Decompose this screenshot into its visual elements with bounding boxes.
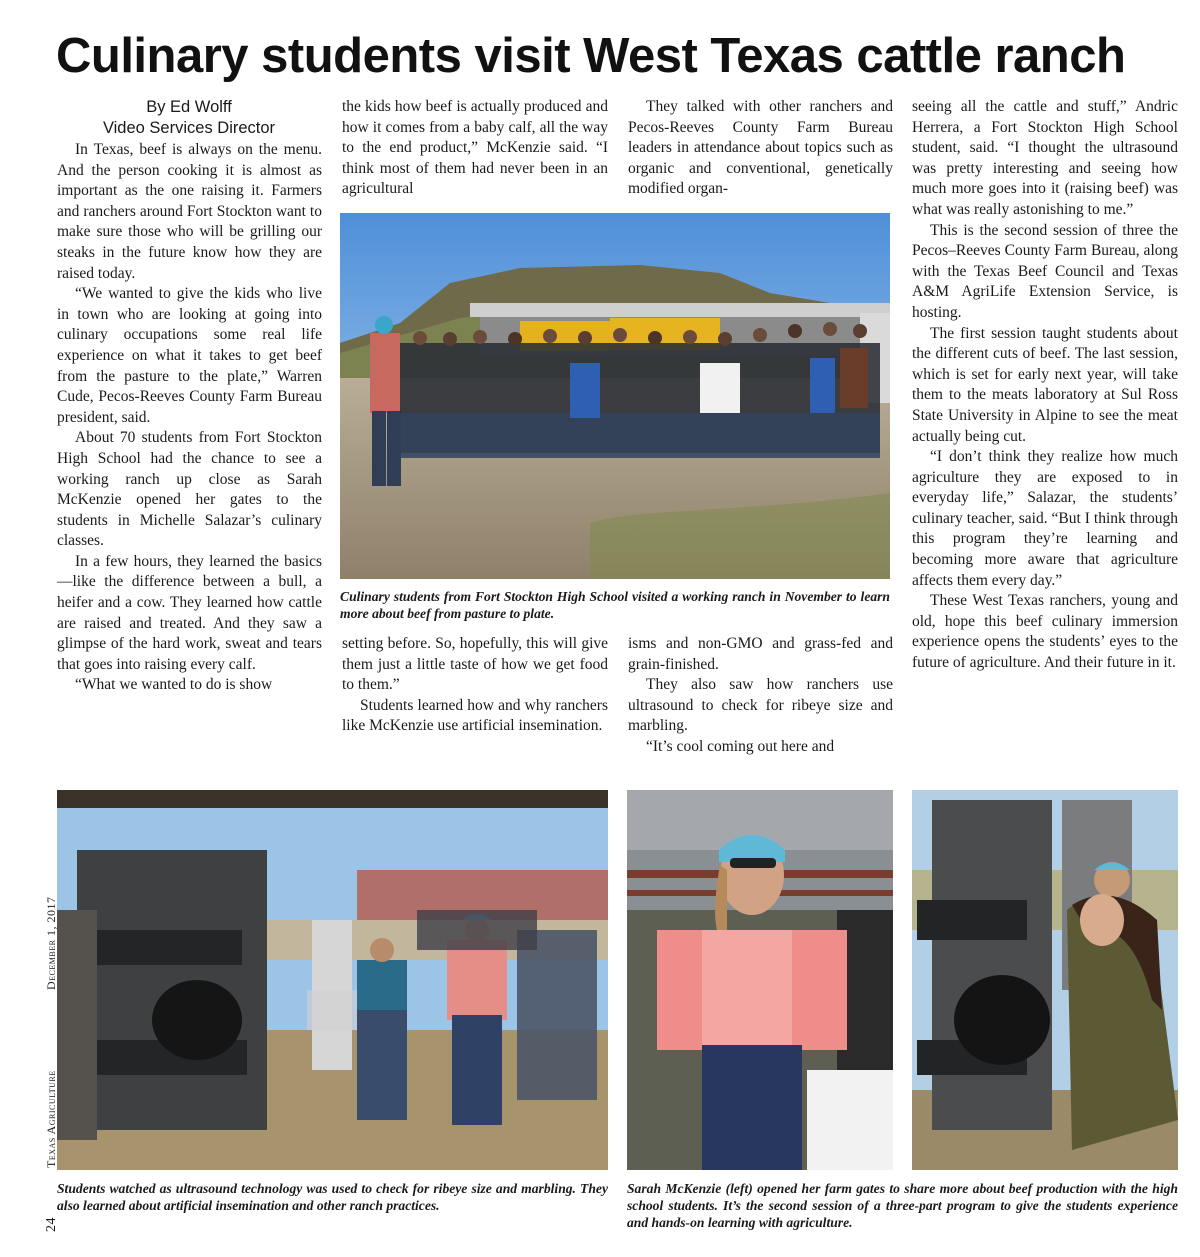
page-number: 24 [44,1217,59,1232]
main-photo [340,213,890,579]
paragraph: isms and non-GMO and grass-fed and grain-finished. [628,635,893,673]
photo-speaker-portrait [627,790,893,1170]
bottom-middle-photo [627,790,893,1170]
paragraph: “I don’t think they realize how much agriculture they are exposed to in everyday life,” Salazar, the students’ culinary teacher, said. “But I think through this program they’re learning and becoming more aware that agriculture affects them every day.” [912,448,1178,589]
article-column-3-bottom [628,634,893,758]
paragraph: “We wanted to give the kids who live in town who are looking at going into culinary occupations some real life experience on what it takes to get beef from the pasture to the plate,” Warren Cude, Pecos-Reeves County Farm Bureau president, said. [57,285,322,426]
article-column-1 [57,140,322,696]
paragraph: In Texas, beef is always on the menu. And the person cooking it is almost as important as the one raising it. Farmers and ranchers around Fort Stockton want to make sure those who will be grilling our steaks in the future know how they are raised today. [57,141,322,282]
byline-role: Video Services Director [102,119,276,137]
paragraph: They talked with other ranchers and Pecos-Reeves County Farm Bureau leaders in attendance about topics such as organic and conventional, genetically modified organ- [628,98,893,198]
issue-date: December 1, 2017 [44,896,58,990]
paragraph: This is the second session of three the Pecos–Reeves County Farm Bureau, along with the Texas Beef Council and Texas A&M AgriLife Extension Service, is hosting. [912,221,1178,321]
paragraph: These West Texas ranchers, young and old, hope this beef culinary immersion experience opens the students’ eyes to the future of agriculture. And their future in it. [912,592,1178,672]
paragraph: They also saw how ranchers use ultrasound to check for ribeye size and marbling. [628,676,893,735]
byline-author: By Ed Wolff [146,98,232,116]
article-column-4 [912,97,1178,674]
photo-cattle-chute [57,790,608,1170]
bottom-left-photo [57,790,608,1170]
paragraph: Students learned how and why ranchers like McKenzie use artificial insemination. [342,696,608,735]
paragraph: In a few hours, they learned the basics—like the difference between a bull, a heifer and a cow. They learned how cattle are raised and treated. And they saw a glimpse of the hard work, sweat and tears that goes into raising every calf. [57,552,322,673]
paragraph: About 70 students from Fort Stockton High School had the chance to see a working ranch up close as Sarah McKenzie opened her gates to the students in Michelle Salazar’s culinary classes. [57,429,322,550]
bottom-right-caption: Sarah McKenzie (left) opened her farm gates to share more about beef production with the high school students. It’s the second session of a three-part program to give the students experience and hands-on learning with agriculture. [627,1181,1178,1230]
paragraph: “It’s cool coming out here and [646,737,835,755]
main-photo-caption: Culinary students from Fort Stockton High School visited a working ranch in November to learn more about beef from pasture to plate. [340,589,890,621]
article-column-2-top [342,97,608,200]
bottom-right-photo [912,790,1178,1170]
headline: Culinary students visit West Texas cattle ranch [56,29,1126,83]
paragraph: setting before. So, hopefully, this will give them just a little taste of how we get food to them.” [342,635,608,694]
paragraph: the kids how beef is actually produced and how it comes from a baby calf, all the way to the end product,” McKenzie said. “I think most of them had never been in an agricultural [342,98,608,198]
article-column-2-bottom [342,634,608,737]
publication-name: Texas Agriculture [44,1070,58,1168]
paragraph: “What we wanted to do is show [75,676,273,694]
paragraph: seeing all the cattle and stuff,” Andric Herrera, a Fort Stockton High School student, said. “I thought the ultrasound was pretty interesting and seeing how much more goes into it (raising beef) was what was really astonishing to me.” [912,98,1178,218]
paragraph: The first session taught students about the different cuts of beef. The last session, which is set for early next year, will take them to the meats laboratory at Sul Ross State University in Alpine to see the meat actually being cut. [912,324,1178,445]
byline [56,97,322,139]
photo-group-at-ranch [340,213,890,579]
bottom-left-caption: Students watched as ultrasound technology was used to check for ribeye size and marbling. They also learned about artificial insemination and other ranch practices. [57,1181,608,1213]
article-column-3-top [628,97,893,200]
photo-cow-in-chute [912,790,1178,1170]
